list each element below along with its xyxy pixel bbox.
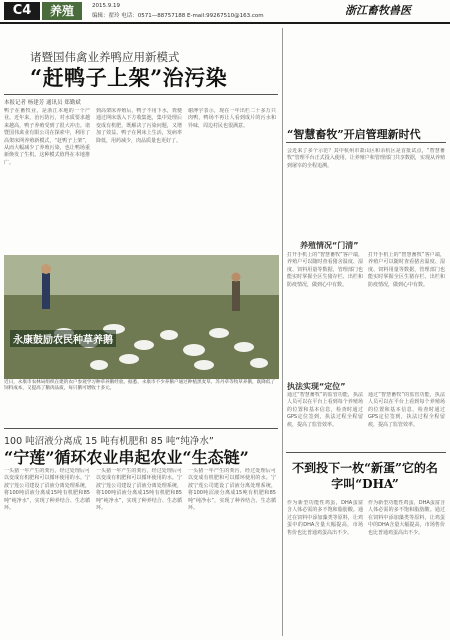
right-body2-col2: 通过“智慧畜牧”的监管功能，执法人员可以在平台上看到每个养殖场的位置和基本信息，检查时通过GPS定位签到，执法过程全程留痕，提高了监管效率。 [368,392,445,428]
newspaper-logo: 浙江畜牧兽医 [345,4,411,17]
section-code: C4 [4,2,40,20]
photo-caption-overlay: 永康鼓励农民种草养鹅 [10,330,116,347]
right-body1-col2: 打开手机上的“智慧畜牧”客户端，养殖户可以随时查看猪舍温度、湿度、饲料用量等数据，管理部门也能实时掌握全区生猪存栏、出栏和防疫情况，做到心中有数。 [368,252,445,288]
right2-body-col2: 作为新型功能性鸡蛋，DHA蛋富含人体必需的多不饱和脂肪酸。通过在饲料中添加藻类等原料，让鸡蛋中的DHA含量大幅提高，市场售价也比普通鸡蛋高出不少。 [368,500,445,536]
photo-caption: 近日，永康市农林局组织在建的农户参观学习种草养鹅经验。据悉，永康市不少养鹅户通过种植黑麦草、苏丹草等牧草养鹅，既降低了饲料成本，又提高了鹅肉品质，每只鹅可增收十多元。 [4,380,276,392]
lead-body-col2: 到高架床养殖后，鸭子不用下水，粪便通过网床落入下方收集池，集中处理后变成有机肥，既解决了污染问题，又增加了效益。鸭子在网床上生活，发病率降低，用药减少，肉品质量也更好了。 [96,108,182,144]
right2-body-col1: 作为新型功能性鸡蛋，DHA蛋富含人体必需的多不饱和脂肪酸。通过在饲料中添加藻类等原料，让鸡蛋中的DHA含量大幅提高，市场售价也比普通鸡蛋高出不少。 [287,500,363,536]
bottom-kicker: 100 吨沼液分离成 15 吨有机肥和 85 吨“纯净水” [4,436,214,447]
lead-body-col3: 谢溥宇表示，现在一年出栏二十多万只肉鸭，鸭场不再让人看到成片的污水和异味，周边村民也很满意。 [188,108,276,129]
lead-headline: “赶鸭子上架”治污染 [30,65,228,90]
divider [286,142,446,143]
section-name: 养殖 [42,2,82,20]
right-intro: 会近来了多个示范？其中杭州市萧山区和余杭区是首批试点，“智慧畜牧”管理平台正式投入使用，让养殖户和管理部门共享数据，实现从养殖到屠宰的全程追溯。 [287,148,445,169]
bottom-body-col3: 一头猪一年产生的粪污，经过处理后可以变成有机肥和可以循环使用的水。宁波宁莲公司建设了沼液分离处理系统，将100吨沼液分离成15吨有机肥和85吨“纯净水”，实现了种养结合、生态循环。 [188,468,276,512]
divider [286,452,446,453]
bottom-headline: “宁莲”循环农业串起农业“生态链” [4,448,249,467]
right-headline: “智慧畜牧”开启管理新时代 [287,128,421,141]
divider [4,94,278,95]
right2-headline: 不到投下一枚“新蛋”它的名字叫“DHA” [292,461,438,491]
lead-kicker: 诸暨国伟禽业养鸭应用新模式 [30,50,180,64]
column-separator [282,28,283,636]
right-body1-col1: 打开手机上的“智慧畜牧”客户端，养殖户可以随时查看猪舍温度、湿度、饲料用量等数据，管理部门也能实时掌握全区生猪存栏、出栏和防疫情况，做到心中有数。 [287,252,363,288]
photo-illustration [4,255,279,379]
goose-farm-photo [4,255,279,379]
lead-body-col1: 鸭子在畜牧业，是浙江本地的一个产业。近年来，治污防污，对水质要求越来越高，鸭子养殖受到了很大冲击。诸暨国伟禽业有限公司在探索中，利用了高架床网养殖新模式，“赶鸭子上架”，从而大幅减少了养殖污染，也让鸭场重新焕发了生机。这种模式值得在本地推广。 [4,108,90,166]
right-subhead-1: 养殖情况“门清” [300,241,359,250]
bottom-body-col1: 一头猪一年产生的粪污，经过处理后可以变成有机肥和可以循环使用的水。宁波宁莲公司建设了沼液分离处理系统，将100吨沼液分离成15吨有机肥和85吨“纯净水”，实现了种养结合、生态循环。 [4,468,90,512]
right-subhead-2: 执法实现“定位” [287,382,346,391]
right-body2-col1: 通过“智慧畜牧”的监管功能，执法人员可以在平台上看到每个养殖场的位置和基本信息，检查时通过GPS定位签到，执法过程全程留痕，提高了监管效率。 [287,392,363,428]
issue-date: 2015.9.19 [92,3,120,9]
lead-byline: 本报记者 杨建芳 通讯员 郑勤斌 [4,100,81,106]
bottom-body-col2: 一头猪一年产生的粪污，经过处理后可以变成有机肥和可以循环使用的水。宁波宁莲公司建设了沼液分离处理系统，将100吨沼液分离成15吨有机肥和85吨“纯净水”，实现了种养结合、生态循环。 [96,468,182,512]
divider [4,428,278,429]
editor-info: 编辑：翟玲 电话：0571—88757188 E-mail:99267510@163.com [92,13,264,19]
